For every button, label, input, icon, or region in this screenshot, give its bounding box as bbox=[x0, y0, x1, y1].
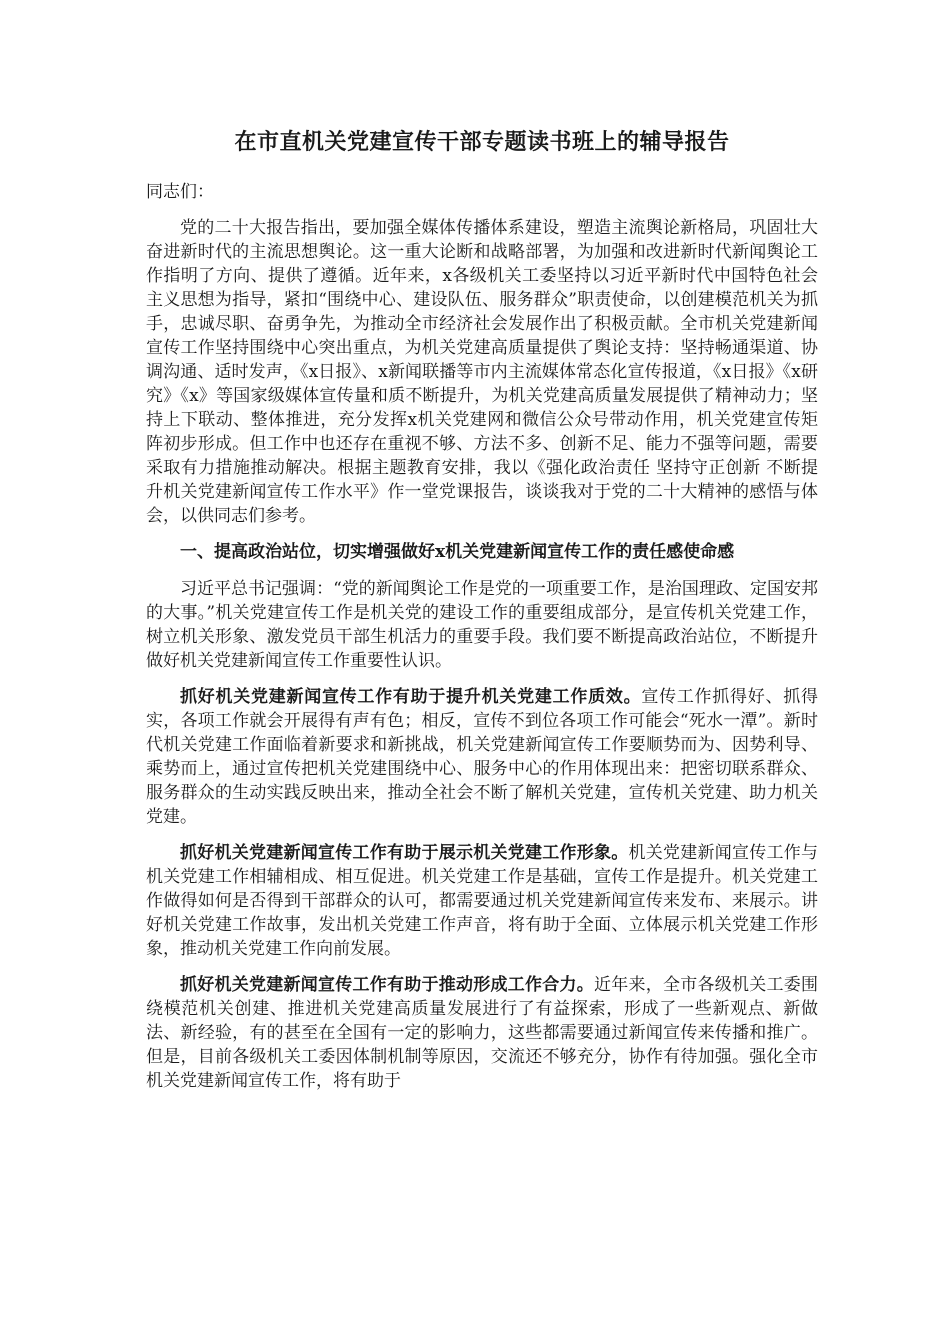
point-body-1: 宣传工作抓得好、抓得实，各项工作就会开展得有声有色；相反，宣传不到位各项工作可能会“死水一潭”。新时代机关党建工作面临着新要求和新挑战，机关党建新闻宣传工作要顺势而为、因势利导、乘势而上，通过宣传把机关党建围绕中心、服务中心的作用体现出来：把密切联系群众、服务群众的生动实践反映出来，推动全社会不断了解机关党建，宣传机关党建、助力机关党建。 bbox=[146, 687, 819, 827]
point-body-2: 机关党建新闻宣传工作与机关党建工作相辅相成、相互促进。机关党建工作是基础，宣传工作是提升。机关党建工作做得如何是否得到干部群众的认可，都需要通过机关党建新闻宣传来发布、来展示。讲好机关党建工作故事，发出机关党建工作声音，将有助于全面、立体展示机关党建工作形象，推动机关党建工作向前发展。 bbox=[146, 843, 818, 959]
point-lead-2: 抓好机关党建新闻宣传工作有助于展示机关党建工作形象。 bbox=[180, 843, 629, 863]
point-paragraph-1 bbox=[146, 685, 818, 829]
point-paragraph-3 bbox=[146, 973, 818, 1093]
salutation: 同志们： bbox=[146, 182, 214, 202]
point-paragraph-2 bbox=[146, 841, 818, 961]
point-body-3: 近年来，全市各级机关工委围绕模范机关创建、推进机关党建高质量发展进行了有益探索，形成了一些新观点、新做法、新经验，有的甚至在全国有一定的影响力，这些都需要通过新闻宣传来传播和推广。但是，目前各级机关工委因体制机制等原因，交流还不够充分，协作有待加强。强化全市机关党建新闻宣传工作，将有助于 bbox=[146, 975, 818, 1091]
point-lead-3: 抓好机关党建新闻宣传工作有助于推动形成工作合力。 bbox=[180, 975, 594, 995]
section-heading-1: 一、提高政治站位，切实增强做好x机关党建新闻宣传工作的责任感使命感 bbox=[180, 542, 735, 562]
intro-paragraph: 党的二十大报告指出，要加强全媒体传播体系建设，塑造主流舆论新格局，巩固壮大奋进新时代的主流思想舆论。这一重大论断和战略部署，为加强和改进新时代新闻舆论工作指明了方向、提供了遵循。近年来，x各级机关工委坚持以习近平新时代中国特色社会主义思想为指导，紧扣“围绕中心、建设队伍、服务群众”职责使命，以创建模范机关为抓手，忠诚尽职、奋勇争先，为推动全市经济社会发展作出了积极贡献。全市机关党建新闻宣传工作坚持围绕中心突出重点，为机关党建高质量提供了舆论支持：坚持畅通渠道、协调沟通、适时发声，《x日报》、x新闻联播等市内主流媒体常态化宣传报道，《x日报》《x研究》《x》等国家级媒体宣传量和质不断提升，为机关党建高质量发展提供了精神动力；坚持上下联动、整体推进，充分发挥x机关党建网和微信公众号带动作用，机关党建宣传矩阵初步形成。但工作中也还存在重视不够、方法不多、创新不足、能力不强等问题，需要采取有力措施推动解决。根据主题教育安排，我以《强化政治责任 坚持守正创新 不断提升机关党建新闻宣传工作水平》作一堂党课报告，谈谈我对于党的二十大精神的感悟与体会，以供同志们参考。 bbox=[146, 218, 818, 526]
document-title: 在市直机关党建宣传干部专题读书班上的辅导报告 bbox=[234, 130, 730, 155]
document-page bbox=[146, 128, 818, 1105]
point-lead-1: 抓好机关党建新闻宣传工作有助于提升机关党建工作质效。 bbox=[180, 687, 642, 707]
section-1-paragraph: 习近平总书记强调：“党的新闻舆论工作是党的一项重要工作，是治国理政、定国安邦的大事。”机关党建宣传工作是机关党的建设工作的重要组成部分，是宣传机关党建工作，树立机关形象、激发党员干部生机活力的重要手段。我们要不断提高政治站位，不断提升做好机关党建新闻宣传工作重要性认识。 bbox=[146, 579, 818, 671]
